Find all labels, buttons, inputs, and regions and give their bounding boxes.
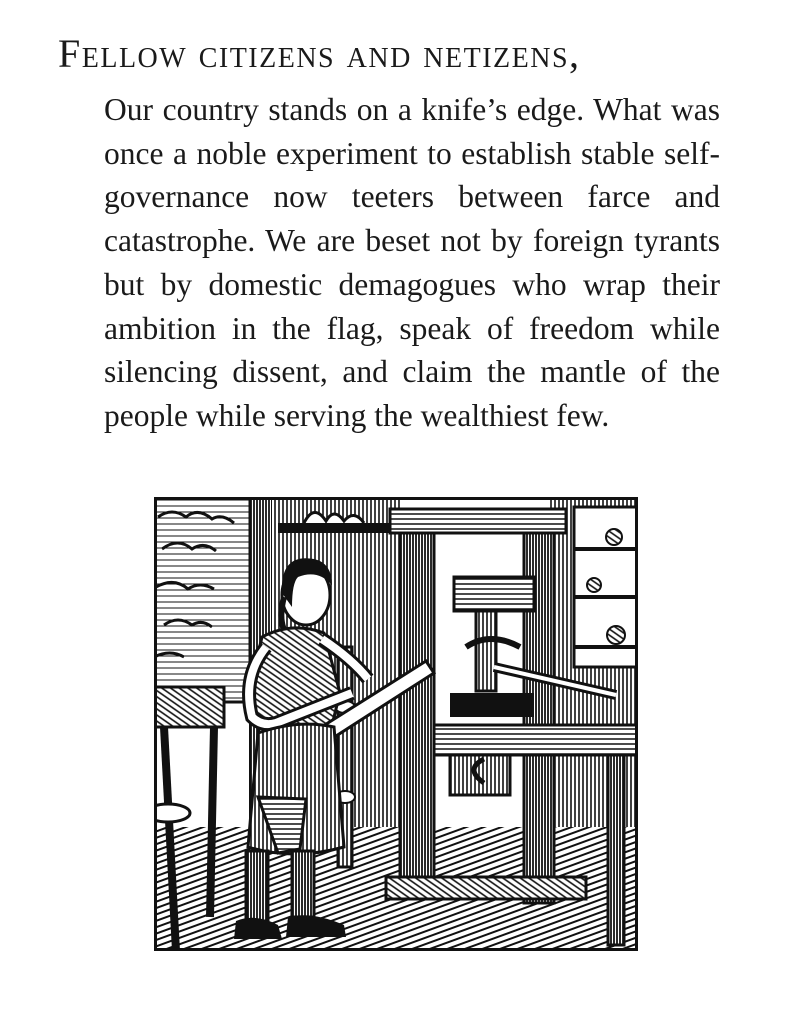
printing-press-woodcut	[154, 497, 638, 951]
salutation-heading: Fellow citizens and netizens,	[58, 31, 581, 76]
woodcut-illustration	[154, 497, 638, 951]
letter-paragraph: Our country stands on a knife’s edge. What was once a noble experiment to establish stable self-governance now teeters between farce and catastrophe. We are beset not by foreign tyrants but by domestic demagogues who wrap their ambition in the flag, speak of freedom while silencing dissent, and claim the mantle of the people while serving the wealthiest few.	[104, 92, 720, 433]
